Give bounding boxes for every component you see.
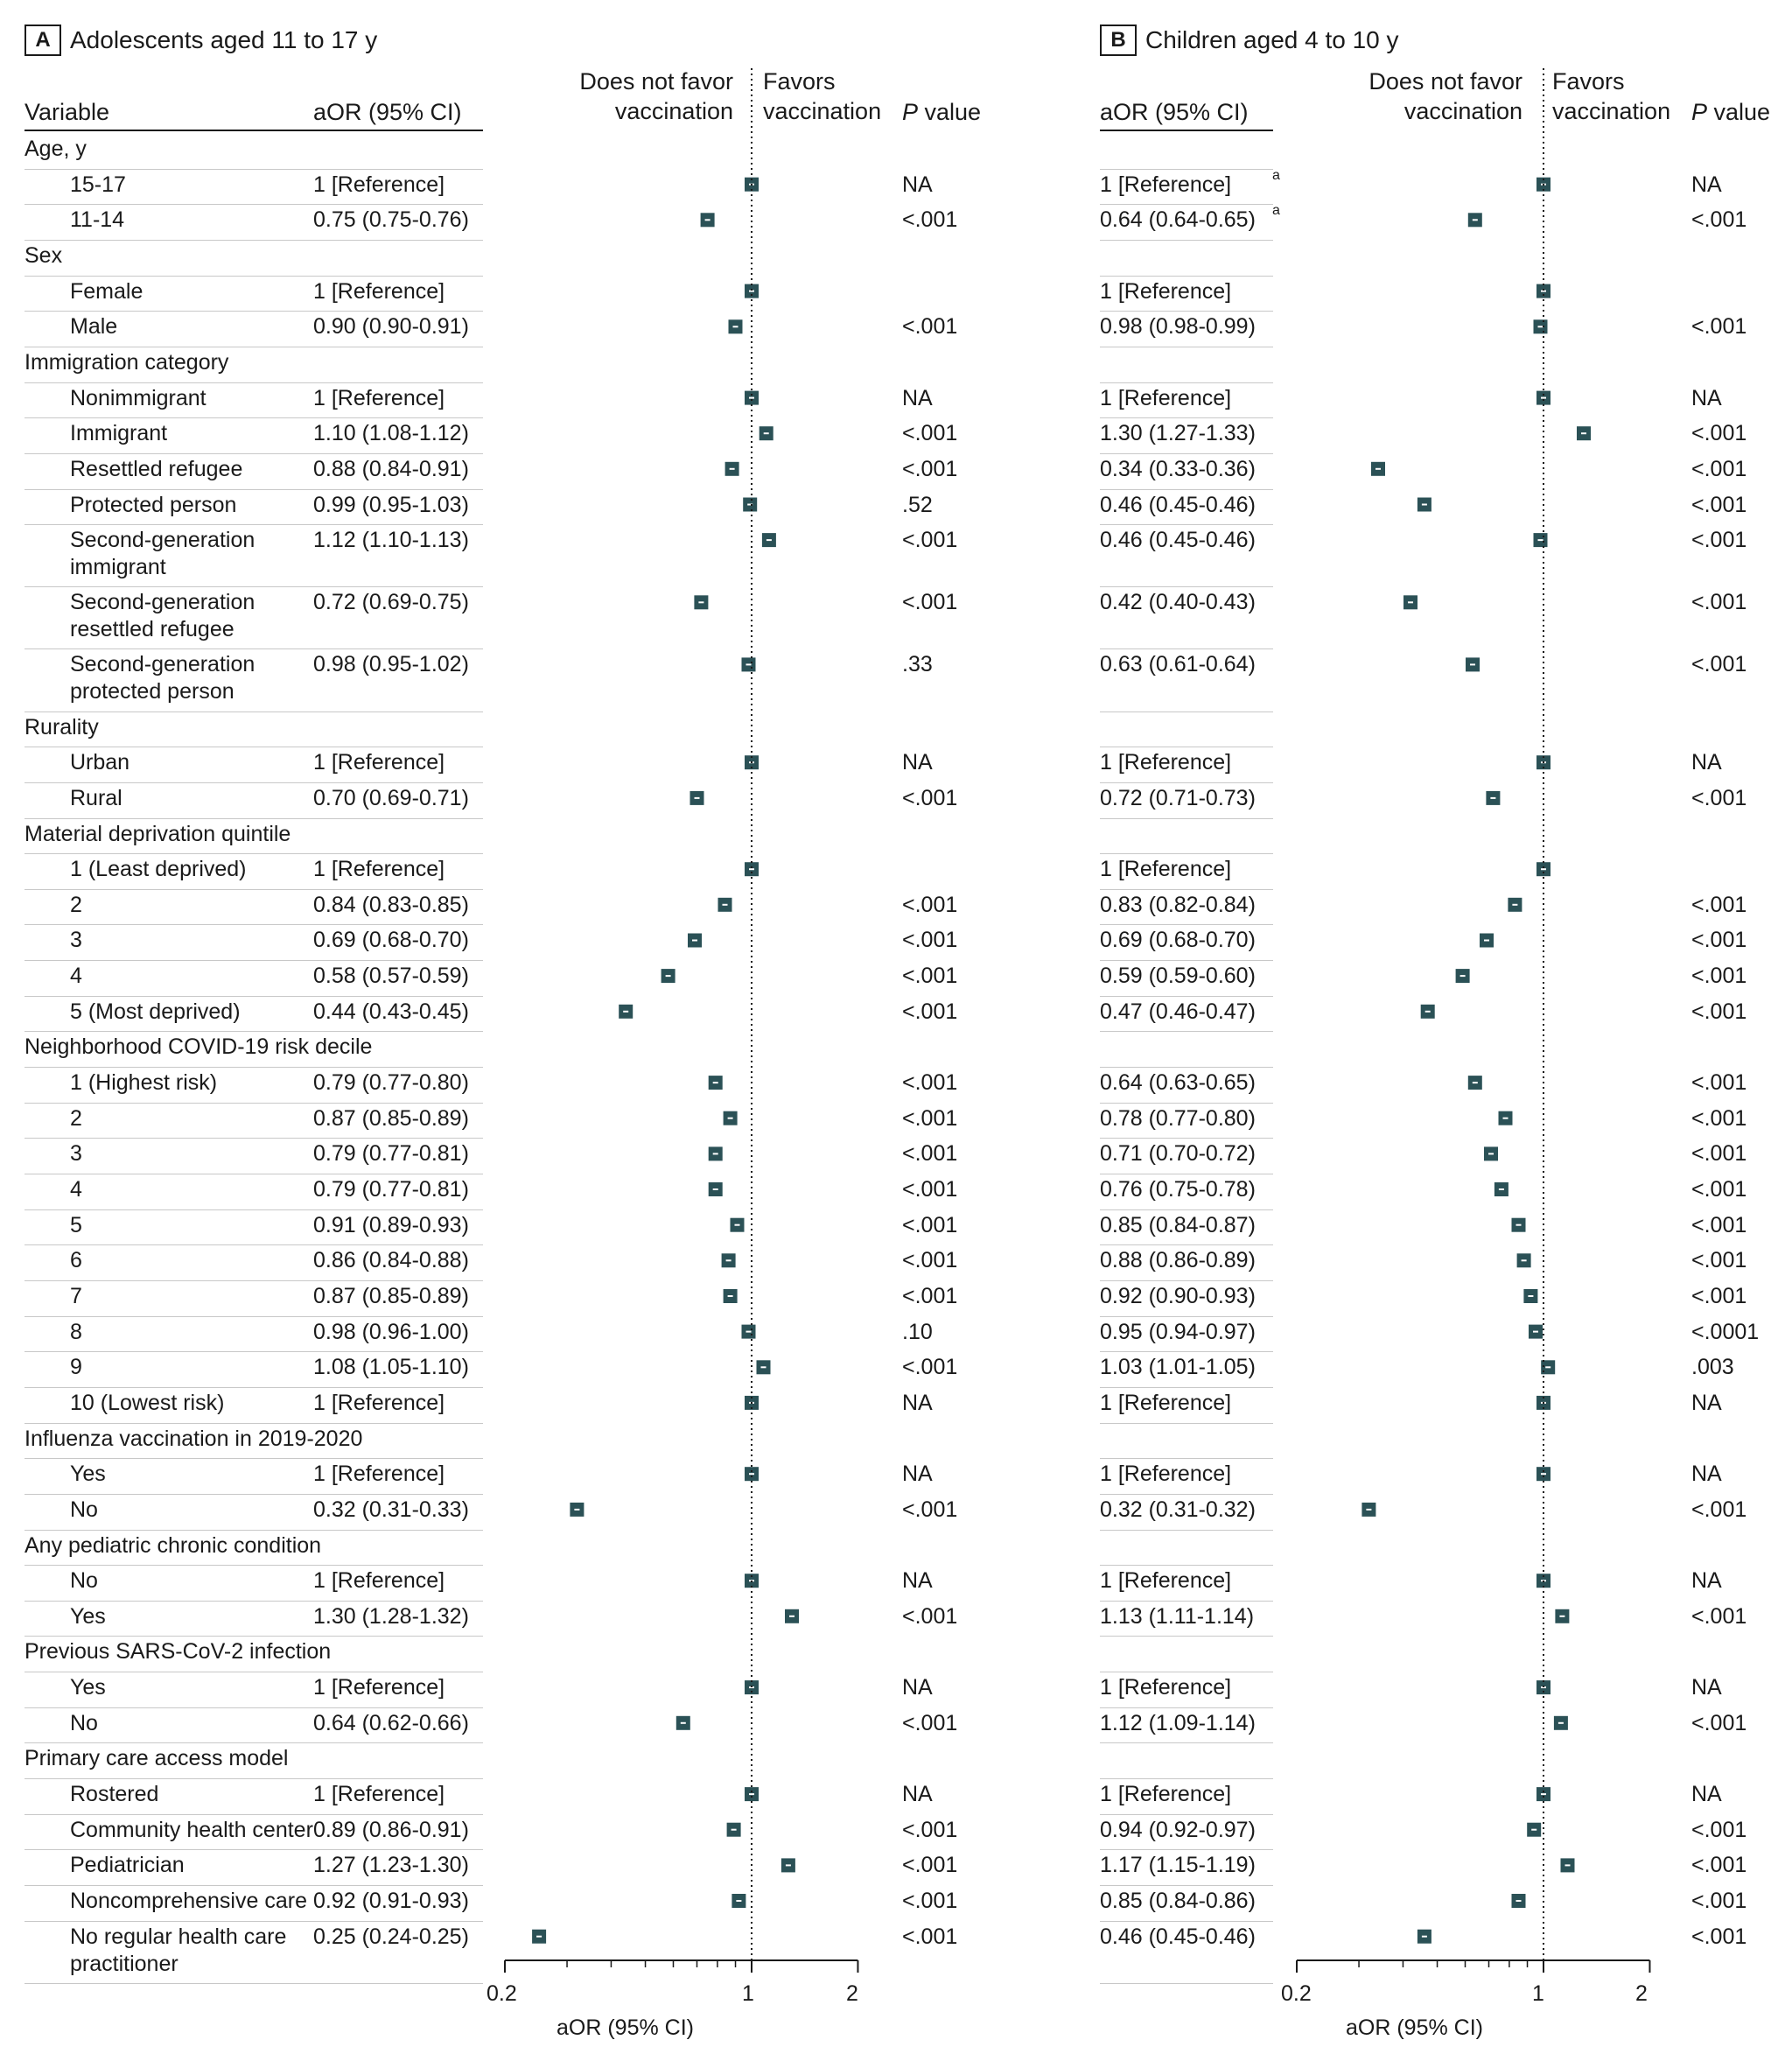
- row-label: No: [70, 1497, 98, 1522]
- header-pvalue-b: P value: [1691, 99, 1771, 125]
- axis-b-label: aOR (95% CI): [1346, 2015, 1483, 2040]
- marker-b-ci: [1531, 1829, 1536, 1831]
- p-value-b: <.001: [1691, 1710, 1747, 1735]
- header-favors-b-2: vaccination: [1552, 98, 1671, 124]
- category-label: Immigration category: [24, 349, 229, 375]
- row-label: Protected person: [70, 492, 237, 517]
- p-value-a: NA: [902, 385, 933, 410]
- marker-a-ci: [749, 397, 754, 399]
- aor-value-b: 0.72 (0.71-0.73): [1100, 785, 1256, 810]
- marker-a-ci: [698, 601, 704, 603]
- aor-value-b: 1 [Reference]: [1100, 750, 1232, 775]
- axis-a-tick-1: 1: [742, 1981, 754, 2006]
- row-label: Rostered: [70, 1782, 159, 1807]
- header-aor-b: aOR (95% CI): [1100, 99, 1249, 125]
- p-value-b: <.001: [1691, 1177, 1747, 1202]
- p-value-a: <.001: [902, 964, 958, 989]
- aor-value-a: 0.69 (0.68-0.70): [313, 928, 469, 953]
- aor-value-a: 1 [Reference]: [313, 1462, 445, 1487]
- p-value-b: <.001: [1691, 999, 1747, 1024]
- marker-a-ci: [681, 1722, 686, 1724]
- p-value-a: <.001: [902, 1070, 958, 1096]
- aor-value-a: 0.91 (0.89-0.93): [313, 1212, 469, 1237]
- marker-b-ci: [1376, 468, 1381, 470]
- marker-a-ci: [746, 663, 752, 665]
- aor-value-b: 0.64 (0.64-0.65): [1100, 207, 1256, 233]
- row-label: Yes: [70, 1675, 106, 1700]
- p-value-a: <.001: [902, 1141, 958, 1167]
- p-value-a: <.001: [902, 528, 958, 553]
- marker-a-ci: [723, 904, 728, 906]
- p-value-a: <.001: [902, 999, 958, 1024]
- aor-value-a: 0.72 (0.69-0.75): [313, 590, 469, 615]
- aor-value-b: 0.63 (0.61-0.64): [1100, 652, 1256, 677]
- row-label: Immigrant: [70, 421, 168, 446]
- row-label-line2: protected person: [70, 679, 234, 705]
- row-label: 7: [70, 1283, 82, 1308]
- p-value-b: NA: [1691, 1390, 1722, 1415]
- marker-b-ci: [1366, 1509, 1371, 1511]
- p-value-a: <.001: [902, 1603, 958, 1629]
- p-value-a: NA: [902, 172, 933, 197]
- row-label: Male: [70, 314, 118, 340]
- aor-value-a: 0.90 (0.90-0.91): [313, 314, 469, 340]
- marker-b-ci: [1522, 1259, 1527, 1261]
- row-label: Pediatrician: [70, 1853, 185, 1878]
- category-label: Material deprivation quintile: [24, 821, 291, 846]
- p-value-b: <.001: [1691, 964, 1747, 989]
- aor-value-b: 0.83 (0.82-0.84): [1100, 892, 1256, 917]
- p-value-b: <.001: [1691, 892, 1747, 917]
- aor-value-a: 1 [Reference]: [313, 1390, 445, 1415]
- aor-value-b: 0.76 (0.75-0.78): [1100, 1177, 1256, 1202]
- p-value-b: <.001: [1691, 1889, 1747, 1913]
- header-not-favor-b-2: vaccination: [1404, 98, 1522, 124]
- row-label: 9: [70, 1355, 82, 1380]
- aor-value-a: 0.92 (0.91-0.93): [313, 1889, 469, 1913]
- axis-b-tick-1: 1: [1532, 1981, 1544, 2006]
- aor-value-b: 0.46 (0.45-0.46): [1100, 528, 1256, 553]
- aor-value-b: 0.85 (0.84-0.87): [1100, 1212, 1256, 1237]
- row-label: Yes: [70, 1462, 106, 1487]
- panel-b-label: B: [1100, 25, 1137, 56]
- aor-value-b: 1 [Reference]: [1100, 1782, 1232, 1807]
- aor-value-a: 0.64 (0.62-0.66): [313, 1710, 469, 1735]
- marker-b-ci: [1541, 397, 1546, 399]
- p-value-b: <.001: [1691, 1817, 1747, 1842]
- aor-value-a: 1 [Reference]: [313, 1675, 445, 1700]
- aor-value-a: 0.79 (0.77-0.81): [313, 1177, 469, 1202]
- marker-b-ci: [1473, 219, 1478, 221]
- axis-b-tick-0: 0.2: [1281, 1981, 1312, 2006]
- aor-value-b: 0.32 (0.31-0.32): [1100, 1497, 1256, 1522]
- aor-value-a: 0.87 (0.85-0.89): [313, 1283, 469, 1308]
- panel-a-title: Adolescents aged 11 to 17 y: [70, 26, 378, 53]
- p-value-b: <.001: [1691, 1853, 1747, 1878]
- category-label: Any pediatric chronic condition: [24, 1532, 322, 1558]
- aor-value-a: 1 [Reference]: [313, 750, 445, 775]
- row-label: 3: [70, 928, 82, 953]
- aor-value-b: 0.59 (0.59-0.60): [1100, 964, 1256, 989]
- row-label: 15-17: [70, 172, 126, 197]
- panel-a-label: A: [24, 25, 61, 56]
- p-value-b: <.001: [1691, 456, 1747, 481]
- aor-value-a: 1.12 (1.10-1.13): [313, 528, 469, 553]
- footnote-marker: a: [1272, 167, 1280, 183]
- row-label: Resettled refugee: [70, 456, 243, 481]
- p-value-a: <.001: [902, 1497, 958, 1522]
- header-aor-a: aOR (95% CI): [313, 99, 462, 125]
- aor-value-b: 0.88 (0.86-0.89): [1100, 1248, 1256, 1273]
- marker-a-ci: [766, 539, 772, 541]
- row-label: 4: [70, 964, 82, 989]
- row-label: 5 (Most deprived): [70, 999, 241, 1024]
- row-label: Community health center: [70, 1817, 313, 1842]
- aor-value-a: 1.08 (1.05-1.10): [313, 1355, 469, 1380]
- aor-value-b: 0.47 (0.46-0.47): [1100, 999, 1256, 1024]
- marker-b-ci: [1488, 1153, 1494, 1154]
- p-value-b: <.001: [1691, 785, 1747, 810]
- axis-a-tick-2: 2: [846, 1981, 858, 2006]
- aor-value-a: 0.88 (0.84-0.91): [313, 456, 469, 481]
- marker-a-ci: [761, 1366, 766, 1368]
- p-value-a: <.001: [902, 1283, 958, 1308]
- p-value-b: NA: [1691, 1568, 1722, 1594]
- aor-value-a: 0.70 (0.69-0.71): [313, 785, 469, 810]
- aor-value-b: 1 [Reference]: [1100, 1568, 1232, 1594]
- aor-value-b: 1.30 (1.27-1.33): [1100, 421, 1256, 446]
- row-label: 2: [70, 892, 82, 917]
- p-value-b: NA: [1691, 385, 1722, 410]
- p-value-b: .003: [1691, 1355, 1734, 1380]
- row-label: 1 (Least deprived): [70, 857, 247, 882]
- aor-value-a: 1 [Reference]: [313, 1568, 445, 1594]
- aor-value-a: 1.10 (1.08-1.12): [313, 421, 469, 446]
- aor-value-b: 0.98 (0.98-0.99): [1100, 314, 1256, 340]
- aor-value-b: 1.17 (1.15-1.19): [1100, 1853, 1256, 1878]
- p-value-a: <.001: [902, 1817, 958, 1842]
- p-value-a: <.001: [902, 1853, 958, 1878]
- marker-b-ci: [1490, 797, 1495, 799]
- axis-b-tick-2: 2: [1635, 1981, 1648, 2006]
- header-favors-a-1: Favors: [763, 68, 836, 95]
- aor-value-a: 1.27 (1.23-1.30): [313, 1853, 469, 1878]
- p-value-b: <.0001: [1691, 1319, 1760, 1344]
- row-label: 8: [70, 1319, 82, 1344]
- aor-value-a: 0.75 (0.75-0.76): [313, 207, 469, 233]
- row-label-line2: immigrant: [70, 555, 166, 580]
- aor-value-b: 0.78 (0.77-0.80): [1100, 1105, 1256, 1131]
- marker-b-ci: [1581, 432, 1586, 434]
- row-label: Nonimmigrant: [70, 385, 206, 410]
- aor-value-b: 1 [Reference]: [1100, 1462, 1232, 1487]
- p-value-b: NA: [1691, 172, 1722, 197]
- aor-value-a: 0.98 (0.95-1.02): [313, 652, 469, 677]
- aor-value-a: 0.87 (0.85-0.89): [313, 1105, 469, 1131]
- marker-b-ci: [1422, 504, 1427, 506]
- marker-a-ci: [733, 326, 738, 327]
- row-label: No: [70, 1710, 98, 1735]
- row-label: 2: [70, 1105, 82, 1131]
- p-value-a: <.001: [902, 1889, 958, 1913]
- category-label: Neighborhood COVID-19 risk decile: [24, 1034, 373, 1060]
- p-value-b: <.001: [1691, 492, 1747, 517]
- header-not-favor-b-1: Does not favor: [1368, 68, 1522, 95]
- aor-value-b: 1.12 (1.09-1.14): [1100, 1710, 1256, 1735]
- marker-a-ci: [730, 468, 735, 470]
- p-value-a: <.001: [902, 785, 958, 810]
- category-label: Age, y: [24, 137, 87, 161]
- row-label-line2: practitioner: [70, 1951, 178, 1976]
- marker-b-ci: [1422, 1936, 1427, 1938]
- row-label: 11-14: [70, 207, 125, 233]
- header-not-favor-a-2: vaccination: [614, 98, 733, 124]
- marker-a-ci: [749, 1473, 754, 1475]
- aor-value-a: 0.99 (0.95-1.03): [313, 492, 469, 517]
- marker-b-ci: [1558, 1722, 1564, 1724]
- p-value-b: <.001: [1691, 1603, 1747, 1629]
- aor-value-a: 0.86 (0.84-0.88): [313, 1248, 469, 1273]
- aor-value-a: 0.58 (0.57-0.59): [313, 964, 469, 989]
- p-value-a: <.001: [902, 892, 958, 917]
- p-value-b: <.001: [1691, 928, 1747, 953]
- marker-b-ci: [1538, 539, 1544, 541]
- marker-b-ci: [1541, 868, 1546, 870]
- aor-value-b: 1 [Reference]: [1100, 172, 1232, 197]
- marker-a-ci: [666, 975, 671, 977]
- p-value-b: <.001: [1691, 1141, 1747, 1167]
- category-label: Previous SARS-CoV-2 infection: [24, 1639, 332, 1665]
- p-value-a: <.001: [902, 1710, 958, 1735]
- marker-a-ci: [749, 1793, 754, 1795]
- marker-a-ci: [574, 1509, 579, 1511]
- p-value-b: <.001: [1691, 421, 1747, 446]
- row-label: 4: [70, 1177, 82, 1202]
- aor-value-b: 0.46 (0.45-0.46): [1100, 1924, 1256, 1949]
- aor-value-b: 0.64 (0.63-0.65): [1100, 1070, 1256, 1096]
- p-value-a: <.001: [902, 1212, 958, 1237]
- marker-b-ci: [1516, 1900, 1522, 1902]
- p-value-b: <.001: [1691, 1497, 1747, 1522]
- row-label: 6: [70, 1248, 82, 1273]
- row-label: 10 (Lowest risk): [70, 1390, 225, 1415]
- header-not-favor-a-1: Does not favor: [579, 68, 733, 95]
- category-label: Rurality: [24, 714, 99, 740]
- p-value-a: NA: [902, 1390, 933, 1415]
- p-value-a: NA: [902, 750, 933, 775]
- marker-a-ci: [732, 1829, 737, 1831]
- aor-value-b: 0.42 (0.40-0.43): [1100, 590, 1256, 615]
- p-value-a: .33: [902, 652, 933, 677]
- p-value-b: <.001: [1691, 1212, 1747, 1237]
- p-value-b: <.001: [1691, 590, 1747, 615]
- header-favors-b-1: Favors: [1552, 68, 1625, 95]
- marker-a-ci: [692, 940, 697, 942]
- row-label: Rural: [70, 785, 122, 810]
- aor-value-b: 0.95 (0.94-0.97): [1100, 1319, 1256, 1344]
- marker-b-ci: [1425, 1011, 1431, 1013]
- p-value-b: <.001: [1691, 314, 1747, 340]
- marker-a-ci: [713, 1153, 718, 1154]
- row-label: 5: [70, 1212, 82, 1237]
- aor-value-a: 1.30 (1.28-1.32): [313, 1603, 469, 1629]
- row-label: No regular health care: [70, 1924, 287, 1949]
- marker-a-ci: [713, 1082, 718, 1083]
- aor-value-b: 0.92 (0.90-0.93): [1100, 1283, 1256, 1308]
- marker-b-ci: [1559, 1616, 1564, 1617]
- p-value-a: <.001: [902, 1355, 958, 1380]
- marker-a-ci: [786, 1864, 791, 1866]
- marker-a-ci: [746, 1331, 752, 1333]
- marker-a-ci: [736, 1900, 741, 1902]
- axis-a-label: aOR (95% CI): [556, 2015, 694, 2040]
- p-value-a: NA: [902, 1462, 933, 1487]
- panel-b-title: Children aged 4 to 10 y: [1145, 26, 1399, 53]
- p-value-a: <.001: [902, 590, 958, 615]
- aor-value-a: 0.25 (0.24-0.25): [313, 1924, 469, 1949]
- marker-a-ci: [536, 1936, 542, 1938]
- marker-b-ci: [1460, 975, 1466, 977]
- marker-a-ci: [789, 1616, 794, 1617]
- marker-a-ci: [713, 1188, 718, 1190]
- row-label: 3: [70, 1141, 82, 1167]
- aor-value-a: 0.44 (0.43-0.45): [313, 999, 469, 1024]
- category-label: Influenza vaccination in 2019-2020: [24, 1426, 363, 1451]
- row-label: No: [70, 1568, 98, 1594]
- aor-value-b: 1.03 (1.01-1.05): [1100, 1355, 1256, 1380]
- marker-b-ci: [1499, 1188, 1504, 1190]
- aor-value-b: 0.46 (0.45-0.46): [1100, 492, 1256, 517]
- marker-a-ci: [764, 432, 769, 434]
- marker-b-ci: [1541, 1473, 1546, 1475]
- p-value-b: <.001: [1691, 1070, 1747, 1096]
- row-label: Second-generation: [70, 528, 256, 553]
- aor-value-a: 0.84 (0.83-0.85): [313, 892, 469, 917]
- aor-value-a: 1 [Reference]: [313, 385, 445, 410]
- p-value-a: NA: [902, 1782, 933, 1807]
- p-value-a: <.001: [902, 1924, 958, 1949]
- row-label: 1 (Highest risk): [70, 1070, 218, 1096]
- aor-value-b: 1 [Reference]: [1100, 1675, 1232, 1700]
- aor-value-b: 0.71 (0.70-0.72): [1100, 1141, 1256, 1167]
- aor-value-b: 0.85 (0.84-0.86): [1100, 1889, 1256, 1913]
- marker-b-ci: [1565, 1864, 1571, 1866]
- aor-value-b: 1 [Reference]: [1100, 1390, 1232, 1415]
- p-value-a: <.001: [902, 1248, 958, 1273]
- marker-a-ci: [726, 1259, 732, 1261]
- p-value-b: <.001: [1691, 652, 1747, 677]
- p-value-a: NA: [902, 1675, 933, 1700]
- aor-value-a: 0.79 (0.77-0.80): [313, 1070, 469, 1096]
- row-label-line2: resettled refugee: [70, 617, 234, 642]
- marker-a-ci: [728, 1295, 733, 1297]
- p-value-b: <.001: [1691, 1248, 1747, 1273]
- marker-a-ci: [623, 1011, 628, 1013]
- p-value-a: NA: [902, 1568, 933, 1594]
- row-label: Second-generation: [70, 652, 256, 677]
- header-favors-a-2: vaccination: [763, 98, 882, 124]
- p-value-a: <.001: [902, 314, 958, 340]
- p-value-b: NA: [1691, 1782, 1722, 1807]
- p-value-b: <.001: [1691, 528, 1747, 553]
- p-value-b: <.001: [1691, 1283, 1747, 1308]
- p-value-a: <.001: [902, 1177, 958, 1202]
- marker-a-ci: [749, 868, 754, 870]
- p-value-a: .52: [902, 492, 933, 517]
- axis-a-tick-0: 0.2: [486, 1981, 517, 2006]
- marker-b-ci: [1538, 326, 1544, 327]
- marker-b-ci: [1528, 1295, 1533, 1297]
- marker-b-ci: [1408, 601, 1413, 603]
- aor-value-b: 1 [Reference]: [1100, 278, 1232, 304]
- p-value-a: <.001: [902, 1105, 958, 1131]
- aor-value-a: 0.98 (0.96-1.00): [313, 1319, 469, 1344]
- aor-value-b: 0.69 (0.68-0.70): [1100, 928, 1256, 953]
- aor-value-a: 1 [Reference]: [313, 1782, 445, 1807]
- aor-value-a: 0.89 (0.86-0.91): [313, 1817, 469, 1842]
- marker-b-ci: [1484, 940, 1489, 942]
- row-label: Urban: [70, 750, 130, 775]
- row-label: Noncomprehensive care: [70, 1889, 307, 1913]
- marker-b-ci: [1541, 1793, 1546, 1795]
- marker-b-ci: [1473, 1082, 1478, 1083]
- p-value-b: <.001: [1691, 1105, 1747, 1131]
- marker-a-ci: [695, 797, 700, 799]
- aor-value-b: 1 [Reference]: [1100, 857, 1232, 882]
- aor-value-b: 1 [Reference]: [1100, 385, 1232, 410]
- footnote-marker: a: [1272, 203, 1280, 219]
- p-value-a: .10: [902, 1319, 933, 1344]
- marker-b-ci: [1545, 1366, 1550, 1368]
- category-label: Sex: [24, 242, 63, 268]
- aor-value-a: 1 [Reference]: [313, 278, 445, 304]
- p-value-a: <.001: [902, 207, 958, 233]
- header-variable: Variable: [24, 99, 110, 125]
- aor-value-b: 0.94 (0.92-0.97): [1100, 1817, 1256, 1842]
- p-value-b: <.001: [1691, 207, 1747, 233]
- aor-value-a: 1 [Reference]: [313, 172, 445, 197]
- marker-a-ci: [705, 219, 710, 221]
- marker-a-ci: [735, 1224, 740, 1226]
- marker-a-ci: [728, 1118, 733, 1119]
- p-value-b: NA: [1691, 1462, 1722, 1487]
- marker-b-ci: [1516, 1224, 1522, 1226]
- row-label: Female: [70, 278, 144, 304]
- row-label: Yes: [70, 1603, 106, 1629]
- p-value-b: <.001: [1691, 1924, 1747, 1949]
- aor-value-b: 0.34 (0.33-0.36): [1100, 456, 1256, 481]
- aor-value-b: 1.13 (1.11-1.14): [1100, 1603, 1255, 1629]
- marker-b-ci: [1470, 663, 1475, 665]
- p-value-b: NA: [1691, 1675, 1722, 1700]
- category-label: Primary care access model: [24, 1746, 289, 1771]
- aor-value-a: 1 [Reference]: [313, 857, 445, 882]
- p-value-b: NA: [1691, 750, 1722, 775]
- p-value-a: <.001: [902, 456, 958, 481]
- marker-b-ci: [1512, 904, 1517, 906]
- p-value-a: <.001: [902, 928, 958, 953]
- marker-b-ci: [1533, 1331, 1538, 1333]
- p-value-a: <.001: [902, 421, 958, 446]
- header-pvalue-a: P value: [902, 99, 982, 125]
- row-label: Second-generation: [70, 590, 256, 615]
- marker-b-ci: [1503, 1118, 1508, 1119]
- aor-value-a: 0.79 (0.77-0.81): [313, 1141, 469, 1167]
- aor-value-a: 0.32 (0.31-0.33): [313, 1497, 469, 1522]
